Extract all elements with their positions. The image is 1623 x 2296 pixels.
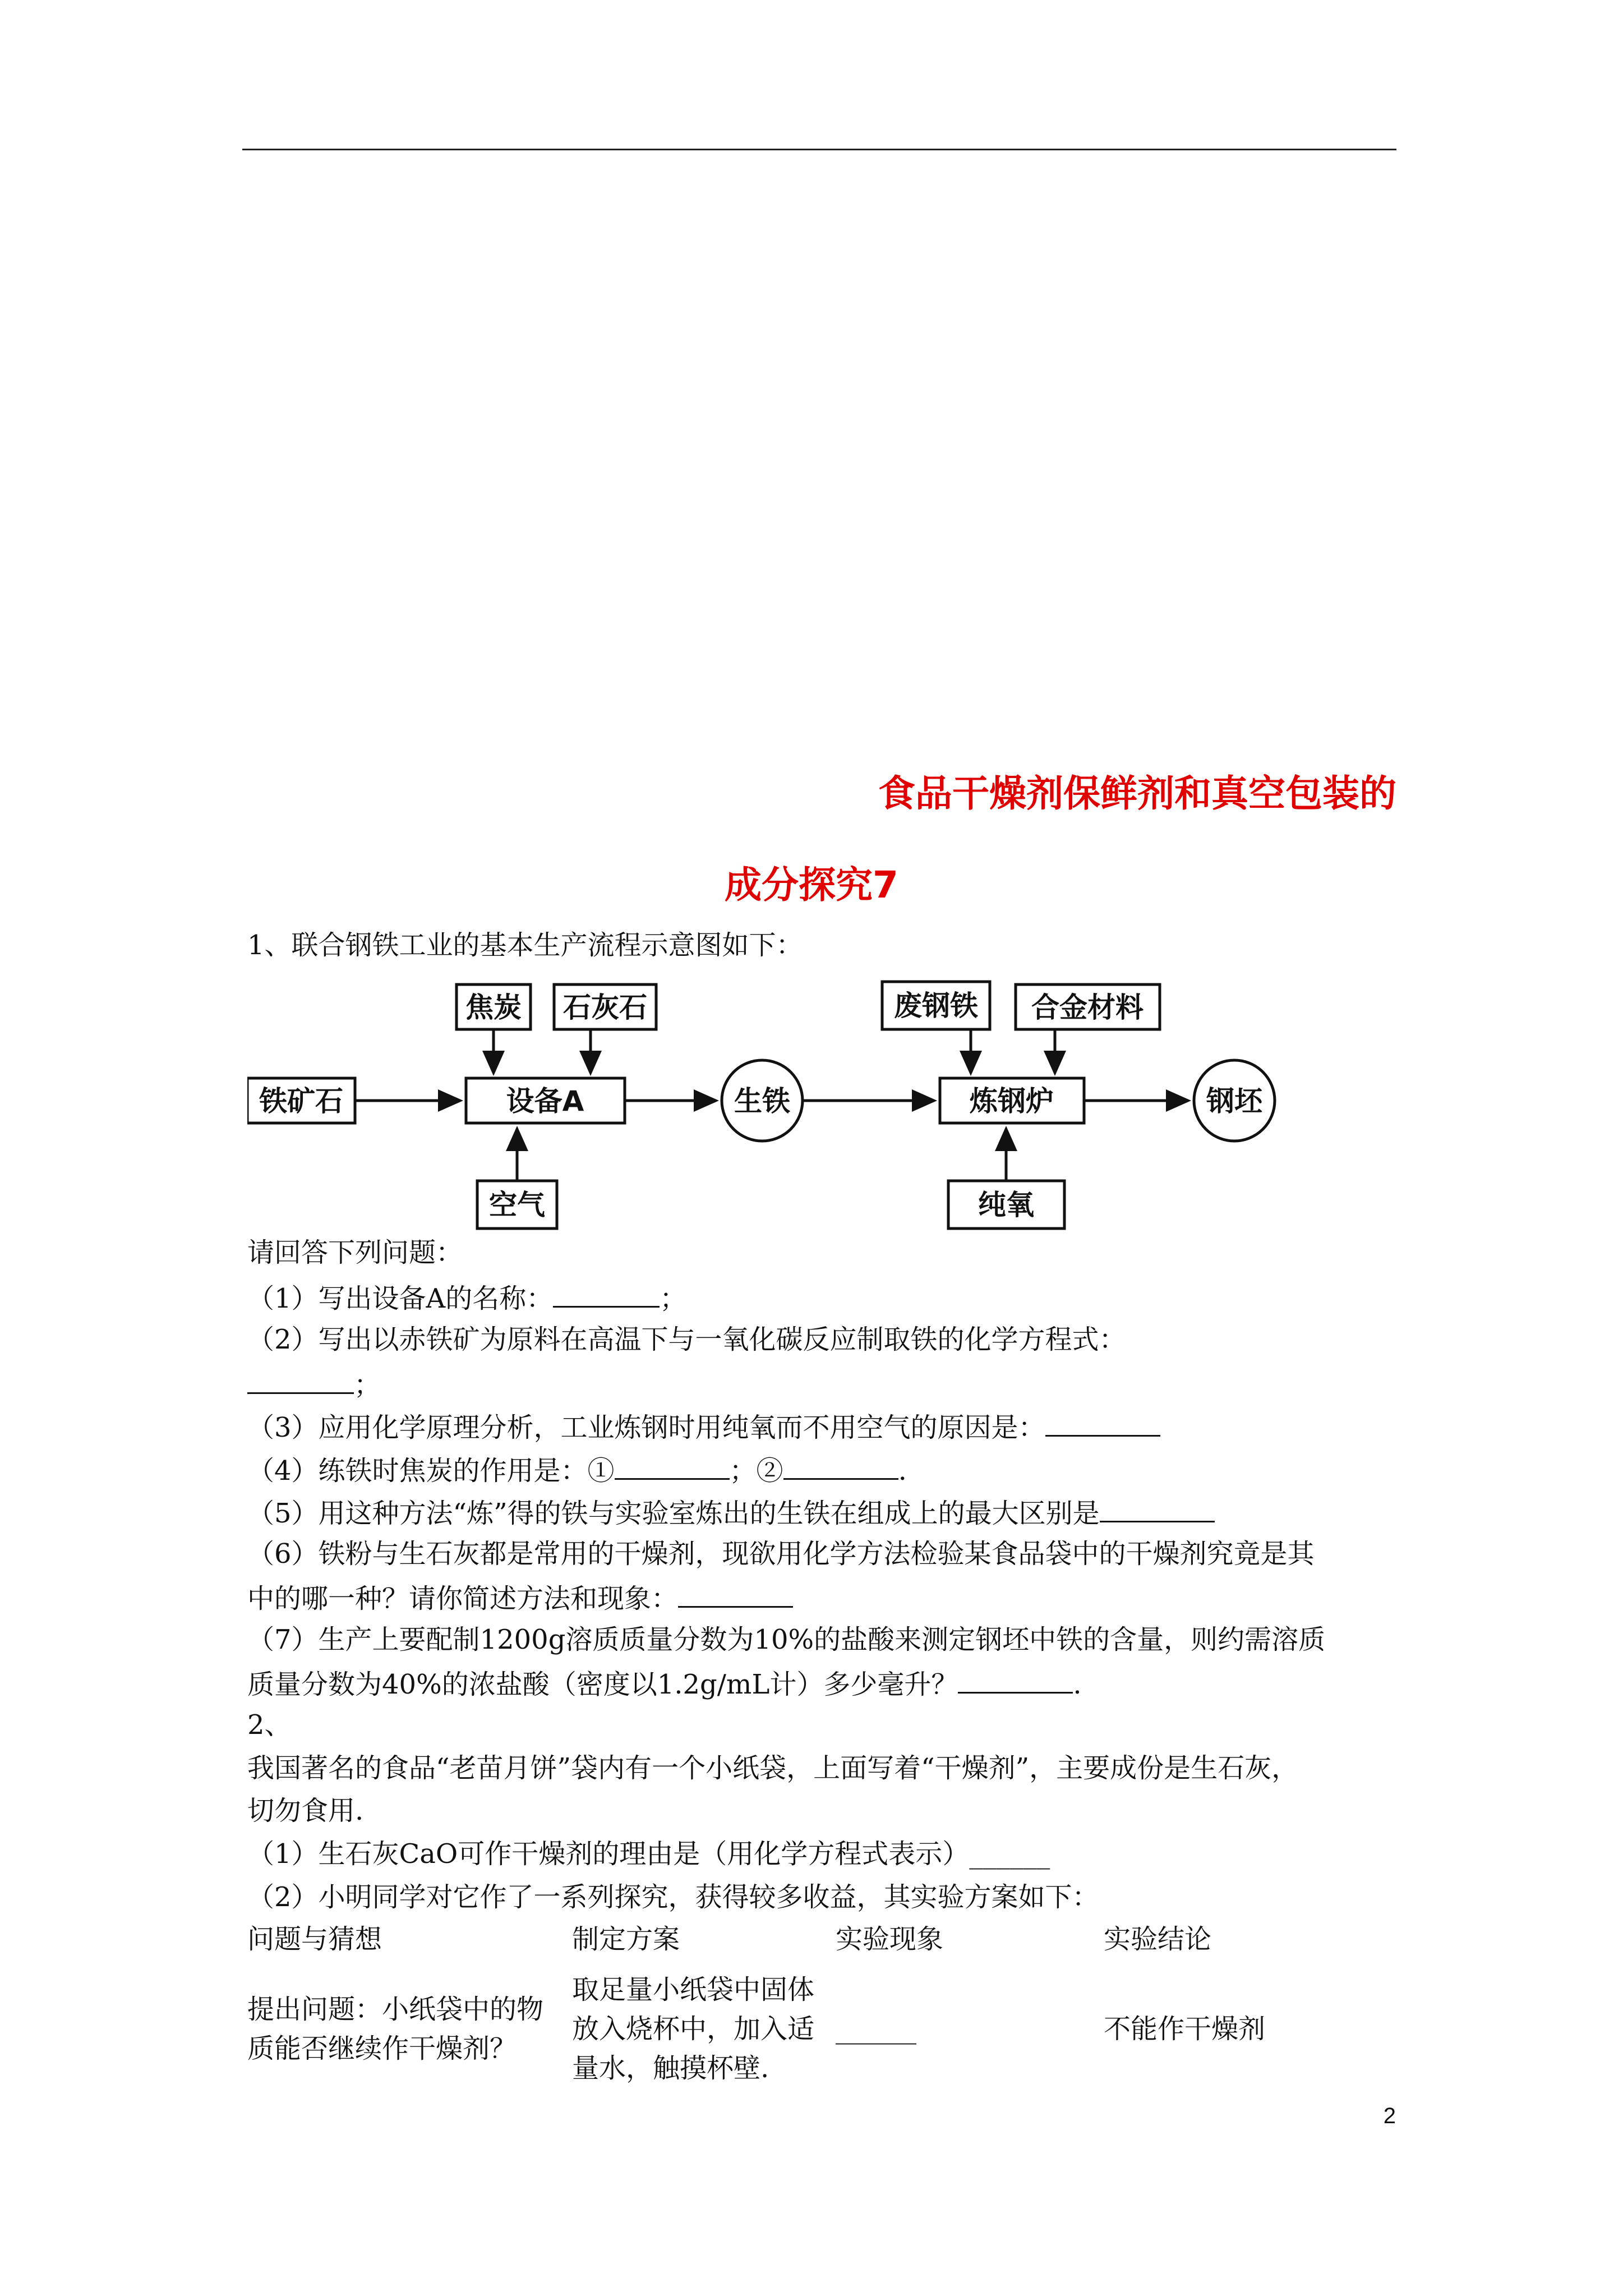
q1-part-3-text: （3）应用化学原理分析，工业炼钢时用纯氧而不用空气的原因是： <box>247 1412 1045 1443</box>
table-header-plan: 制定方案 <box>572 1924 680 1955</box>
answer-blank[interactable] <box>783 1451 898 1480</box>
q1-part-4 <box>247 1451 907 1488</box>
table-header-question: 问题与猜想 <box>247 1924 382 1955</box>
answer-blank[interactable] <box>1045 1408 1160 1437</box>
q1-part-2: （2）写出以赤铁矿为原料在高温下与一氧化碳反应制取铁的化学方程式： <box>247 1324 1126 1355</box>
q1-part-2-answer <box>247 1365 381 1402</box>
pure-oxygen-label: 纯氧 <box>978 1189 1034 1221</box>
question-line-a: 提出问题：小纸袋中的物 <box>247 1994 544 2025</box>
equipment-a-label: 设备A <box>506 1085 584 1117</box>
q1-part-4-end: . <box>898 1455 907 1487</box>
answer-blank[interactable] <box>1100 1494 1215 1522</box>
answer-blank[interactable] <box>553 1279 660 1308</box>
q2-text-b: 切勿食用. <box>247 1795 364 1826</box>
q1-part-6-text-b: 中的哪一种？请你简述方法和现象： <box>247 1583 679 1614</box>
table-cell-phenomenon[interactable]: ______ <box>836 2013 916 2045</box>
answer-blank[interactable] <box>678 1579 793 1608</box>
q1-part-7a: （7）生产上要配制1200g溶质质量分数为10%的盐酸来测定钢坯中铁的含量，则约需溶质 <box>247 1624 1326 1655</box>
q1-part-6b <box>247 1579 793 1616</box>
q1-part-3 <box>247 1408 1160 1444</box>
question-line-b: 质能否继续作干燥剂？ <box>247 2033 517 2064</box>
q1-part-5-text: （5）用这种方法“炼”得的铁与实验室炼出的生铁在组成上的最大区别是 <box>247 1498 1100 1529</box>
q1-part-7-text-b: 质量分数为40%的浓盐酸（密度以1.2g/mL计）多少毫升？ <box>247 1669 958 1700</box>
steel-flow-diagram <box>247 973 1302 1265</box>
q1-part-1-text: （1）写出设备A的名称： <box>247 1283 554 1314</box>
scrap-steel-label: 废钢铁 <box>894 990 978 1022</box>
plan-line-c: 量水，触摸杯壁. <box>572 2053 769 2084</box>
pig-iron-label: 生铁 <box>734 1085 790 1117</box>
table-header-conclusion: 实验结论 <box>1104 1924 1212 1955</box>
header-rule <box>242 149 1396 150</box>
answer-blank[interactable] <box>247 1365 354 1394</box>
title-line-1: 食品干燥剂保鲜剂和真空包装的 <box>878 772 1396 815</box>
plan-line-b: 放入烧杯中，加入适 <box>572 2013 815 2045</box>
q1-part-5 <box>247 1494 1215 1530</box>
table-cell-plan <box>572 1970 814 2088</box>
q1-intro: 1、联合钢铁工业的基本生产流程示意图如下： <box>247 930 803 961</box>
coke-label: 焦炭 <box>465 991 522 1024</box>
answer-blank[interactable] <box>615 1451 730 1480</box>
q2-text-a: 我国著名的食品“老苗月饼”袋内有一个小纸袋，上面写着“干燥剂”，主要成份是生石灰， <box>247 1752 1299 1784</box>
alloy-material-label: 合金材料 <box>1031 991 1144 1024</box>
q1-part-4-text-a: （4）练铁时焦炭的作用是：① <box>247 1455 615 1487</box>
limestone-label: 石灰石 <box>563 991 647 1024</box>
page-number: 2 <box>1383 2104 1396 2128</box>
title-line-2: 成分探究7 <box>725 863 898 907</box>
q1-part-1-end: ； <box>660 1283 687 1314</box>
steel-billet-label: 钢坯 <box>1206 1085 1262 1117</box>
table-cell-conclusion: 不能作干燥剂 <box>1104 2013 1266 2045</box>
q1-part-7b <box>247 1665 1082 1701</box>
q1-part-4-text-b: ；② <box>729 1455 783 1487</box>
iron-ore-label: 铁矿石 <box>259 1085 343 1117</box>
q1-prompt: 请回答下列问题： <box>247 1237 463 1268</box>
q2-part-1: （1）生石灰CaO可作干燥剂的理由是（用化学方程式表示）______ <box>247 1838 1050 1870</box>
air-label: 空气 <box>489 1189 545 1221</box>
answer-blank[interactable] <box>958 1665 1073 1694</box>
q1-part-2-end: ； <box>354 1369 381 1401</box>
furnace-label: 炼钢炉 <box>970 1085 1054 1117</box>
table-header-phenomenon: 实验现象 <box>836 1924 944 1955</box>
plan-line-a: 取足量小纸袋中固体 <box>572 1974 815 2005</box>
q1-part-1 <box>247 1279 686 1315</box>
table-cell-question <box>247 1990 543 2068</box>
q2-number: 2、 <box>247 1709 292 1741</box>
q1-part-6a: （6）铁粉与生石灰都是常用的干燥剂，现欲用化学方法检验某食品袋中的干燥剂究竟是其 <box>247 1538 1315 1570</box>
q1-part-7-end: . <box>1073 1669 1082 1700</box>
q2-part-2: （2）小明同学对它作了一系列探究，获得较多收益，其实验方案如下： <box>247 1881 1099 1913</box>
